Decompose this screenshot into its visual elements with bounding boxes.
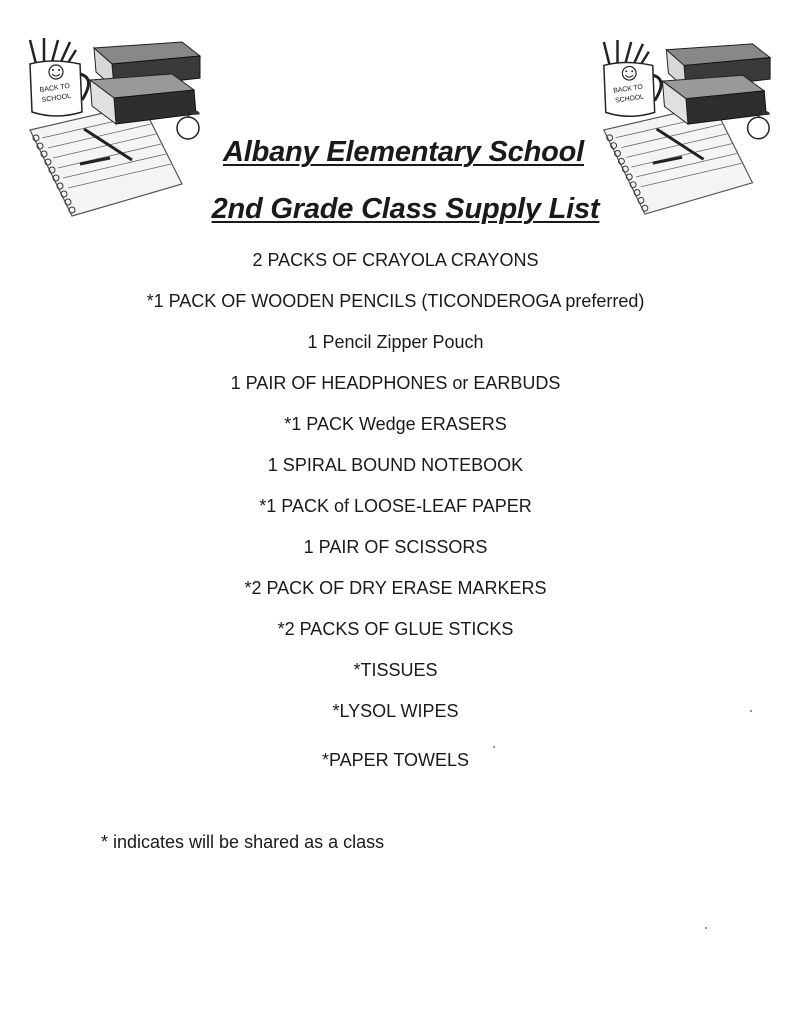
supply-list-title: 2nd Grade Class Supply List — [211, 193, 600, 225]
supply-item: 1 PAIR OF SCISSORS — [303, 537, 488, 557]
svg-text:BACK TO: BACK TO — [612, 83, 644, 95]
supply-item: 1 Pencil Zipper Pouch — [307, 332, 484, 352]
scan-speck — [493, 746, 495, 748]
svg-text:BACK TO: BACK TO — [39, 82, 71, 94]
pencil-mug-icon — [604, 40, 661, 116]
supply-item: 1 SPIRAL BOUND NOTEBOOK — [267, 455, 524, 475]
supply-item: *1 PACK OF WOODEN PENCILS (TICONDEROGA preferred) — [146, 291, 645, 311]
supply-item: *LYSOL WIPES — [332, 701, 459, 721]
shared-items-footnote: * indicates will be shared as a class — [101, 832, 385, 852]
svg-text:SCHOOL: SCHOOL — [41, 92, 72, 104]
svg-text:SCHOOL: SCHOOL — [614, 93, 645, 105]
supply-item: *TISSUES — [353, 660, 438, 680]
books-icon — [663, 44, 771, 124]
supply-item: *1 PACK Wedge ERASERS — [284, 414, 507, 434]
supply-item: *2 PACK OF DRY ERASE MARKERS — [244, 578, 547, 598]
school-name-heading: Albany Elementary School — [222, 136, 585, 168]
supply-item: *1 PACK of LOOSE-LEAF PAPER — [259, 496, 532, 516]
supply-list — [0, 245, 791, 786]
pencil-mug-icon — [30, 38, 89, 116]
scan-speck — [705, 927, 707, 929]
books-icon — [90, 42, 200, 124]
supply-item: 2 PACKS OF CRAYOLA CRAYONS — [252, 250, 539, 270]
supply-item: *2 PACKS OF GLUE STICKS — [277, 619, 514, 639]
supply-item: 1 PAIR OF HEADPHONES or EARBUDS — [230, 373, 561, 393]
supply-item: *PAPER TOWELS — [321, 750, 470, 770]
scan-speck — [750, 710, 752, 712]
